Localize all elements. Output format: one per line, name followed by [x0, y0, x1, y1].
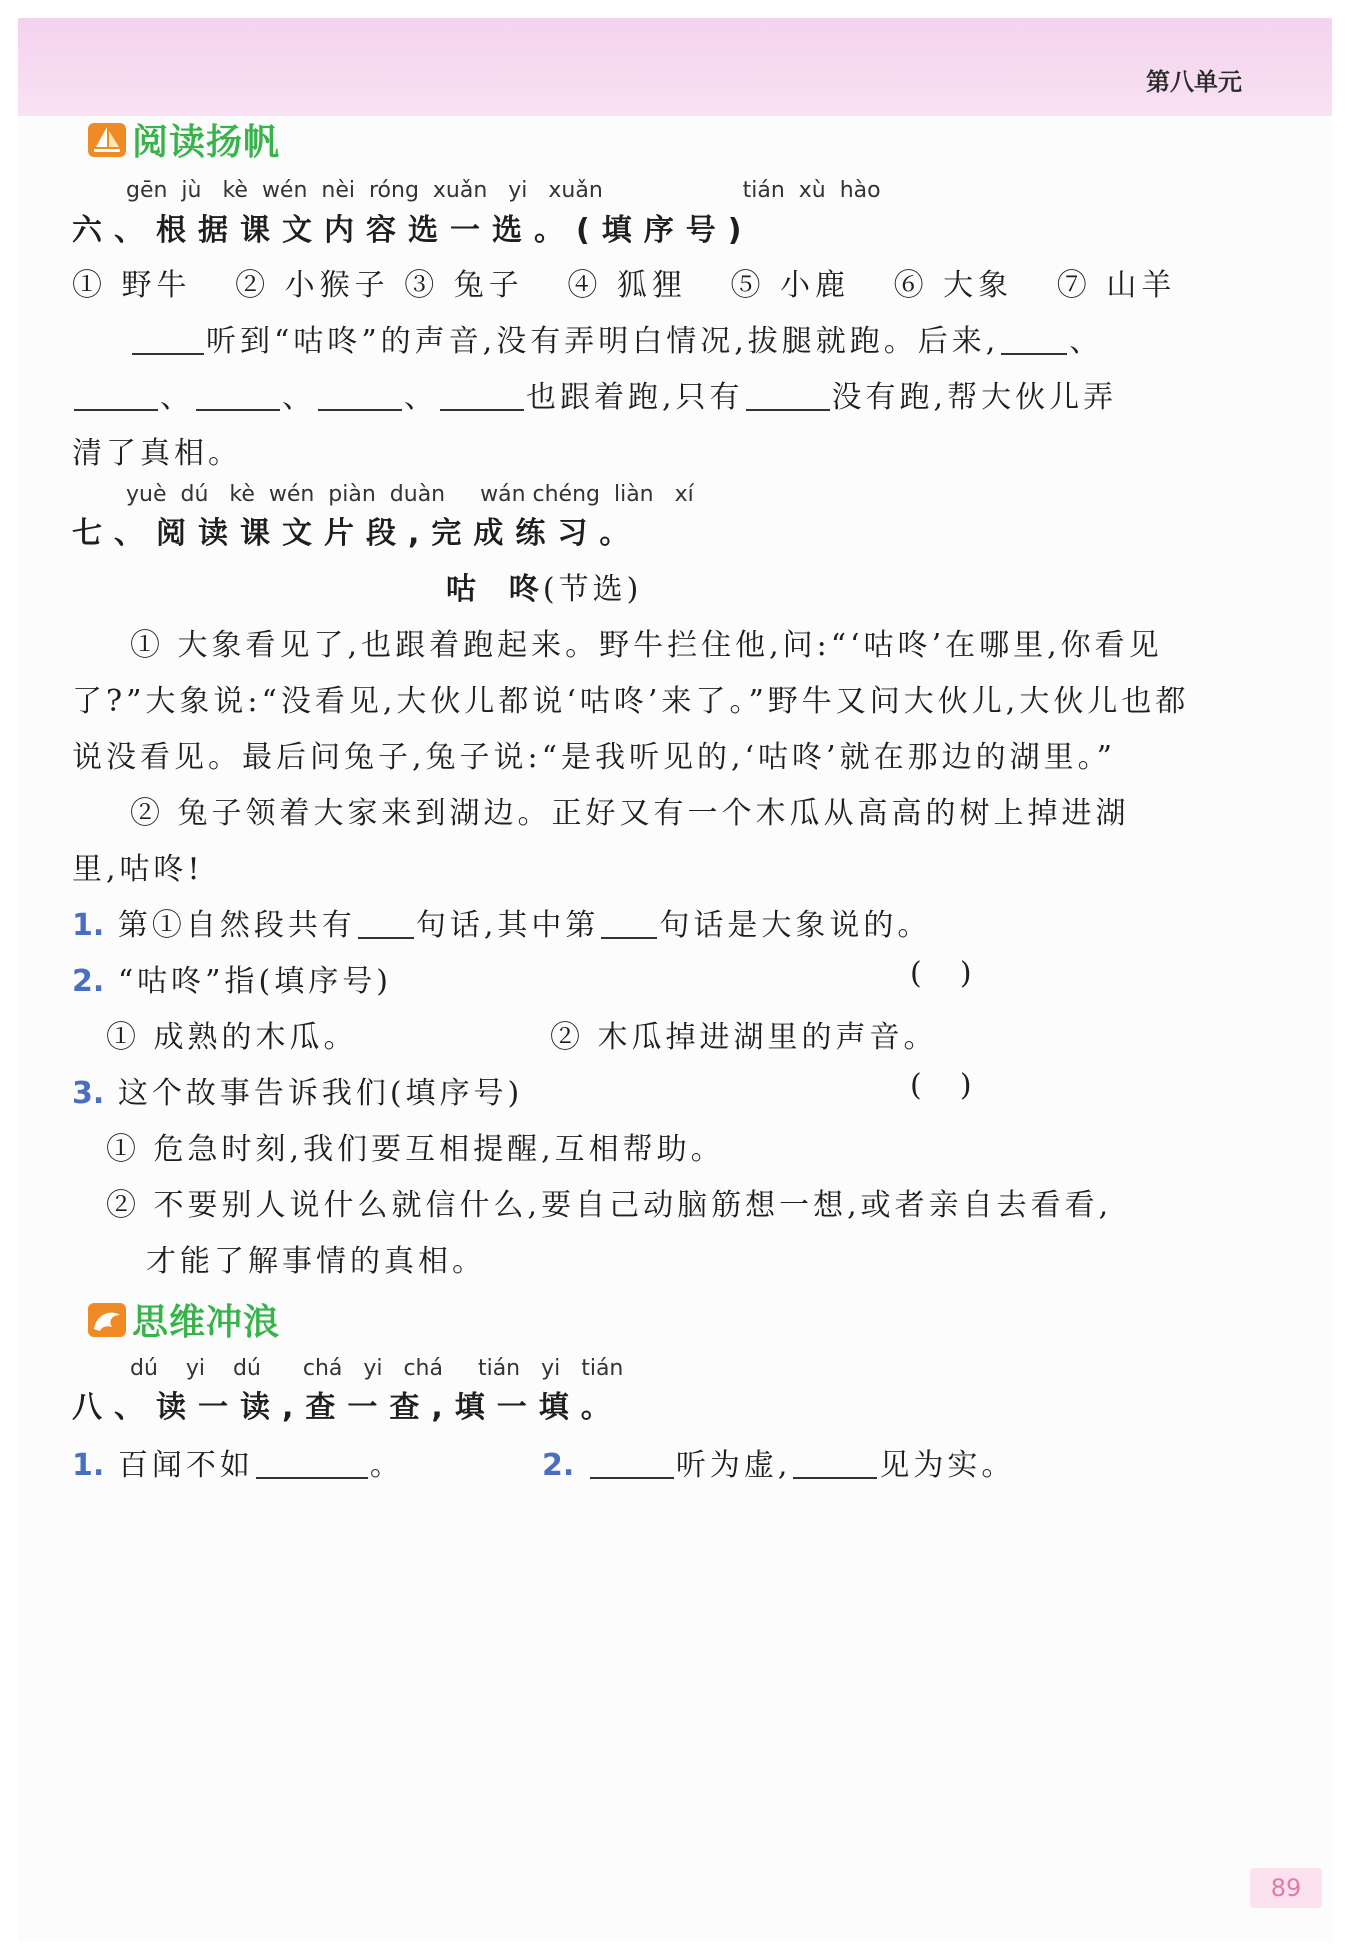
- fill-blank[interactable]: [793, 1449, 877, 1479]
- fill-blank[interactable]: [256, 1449, 368, 1479]
- passage-p1-line2: 了?”大象说:“没看见,大伙儿都说‘咕咚’来了。”野牛又问大伙儿,大伙儿也都: [72, 684, 1190, 719]
- fill-blank[interactable]: [601, 909, 657, 939]
- q8-pinyin: dú yi dú chá yi chá tián yi tián: [130, 1356, 624, 1381]
- q6-options: ① 野牛 ② 小猴子 ③ 兔子 ④ 狐狸 ⑤ 小鹿 ⑥ 大象 ⑦ 山羊: [72, 268, 1177, 303]
- fill-blank[interactable]: [590, 1449, 674, 1479]
- passage-p1-line1: ① 大象看见了,也跟着跑起来。野牛拦住他,问:“‘咕咚’在哪里,你看见: [130, 628, 1163, 663]
- page-number: 89: [1250, 1868, 1322, 1908]
- fill-blank[interactable]: [1001, 325, 1067, 355]
- q8-item-2: 2. 听为虚, 见为实。: [542, 1448, 1016, 1483]
- q7-sub-3-option-2-cont: 才能了解事情的真相。: [146, 1244, 486, 1279]
- wave-icon: [88, 1303, 126, 1337]
- q7-sub-2-option-2: ② 木瓜掉进湖里的声音。: [550, 1020, 938, 1055]
- header-band: [18, 18, 1332, 116]
- passage-title: 咕 咚(节选): [446, 572, 643, 607]
- sailboat-icon: [88, 123, 126, 157]
- q7-pinyin: yuè dú kè wén piàn duàn wán chéng liàn xí: [126, 482, 694, 507]
- q7-sub-2-option-1: ① 成熟的木瓜。: [106, 1020, 358, 1055]
- q7-sub-3: 3. 这个故事告诉我们(填序号): [72, 1076, 524, 1111]
- section-title: 阅读扬帆: [132, 122, 281, 163]
- q7-sub-2: 2. “咕咚”指(填序号): [72, 964, 392, 999]
- q6-pinyin: gēn jù kè wén nèi róng xuǎn yi xuǎn tián xù hào: [126, 178, 881, 203]
- section-heading-reading: [88, 114, 280, 165]
- fill-blank[interactable]: [196, 381, 280, 411]
- section-title: 思维冲浪: [132, 1302, 281, 1343]
- q7-sub-1: 1. 第①自然段共有 句话,其中第 句话是大象说的。: [72, 908, 932, 943]
- q6-line-1: 听到“咕咚”的声音,没有弄明白情况,拔腿就跑。后来, 、: [130, 316, 1103, 360]
- passage-p2-line2: 里,咕咚!: [72, 852, 204, 887]
- passage-p1-line3: 说没看见。最后问兔子,兔子说:“是我听见的,‘咕咚’就在那边的湖里。”: [72, 740, 1116, 775]
- fill-blank[interactable]: [74, 381, 158, 411]
- answer-box[interactable]: ( ): [910, 956, 972, 991]
- q6-line-2: 、 、 、 也跟着跑,只有 没有跑,帮大伙儿弄: [72, 372, 1117, 416]
- q7-sub-3-option-1: ① 危急时刻,我们要互相提醒,互相帮助。: [106, 1132, 725, 1167]
- fill-blank[interactable]: [746, 381, 830, 411]
- q6-title: 六、根据课文内容选一选。(填序号): [72, 213, 754, 248]
- q8-item-1: 1. 百闻不如 。: [72, 1448, 404, 1483]
- passage-p2-line1: ② 兔子领着大家来到湖边。正好又有一个木瓜从高高的树上掉进湖: [130, 796, 1130, 831]
- q7-title: 七、阅读课文片段,完成练习。: [72, 516, 642, 551]
- section-heading-thinking: [88, 1294, 280, 1345]
- fill-blank[interactable]: [440, 381, 524, 411]
- q8-title: 八、读一读,查一查,填一填。: [72, 1390, 623, 1425]
- fill-blank[interactable]: [132, 325, 204, 355]
- fill-blank[interactable]: [318, 381, 402, 411]
- q7-sub-3-option-2: ② 不要别人说什么就信什么,要自己动脑筋想一想,或者亲自去看看,: [106, 1188, 1113, 1223]
- fill-blank[interactable]: [358, 909, 414, 939]
- answer-box[interactable]: ( ): [910, 1068, 972, 1103]
- unit-label: 第八单元: [1146, 68, 1242, 96]
- q6-line-3: 清了真相。: [72, 436, 242, 471]
